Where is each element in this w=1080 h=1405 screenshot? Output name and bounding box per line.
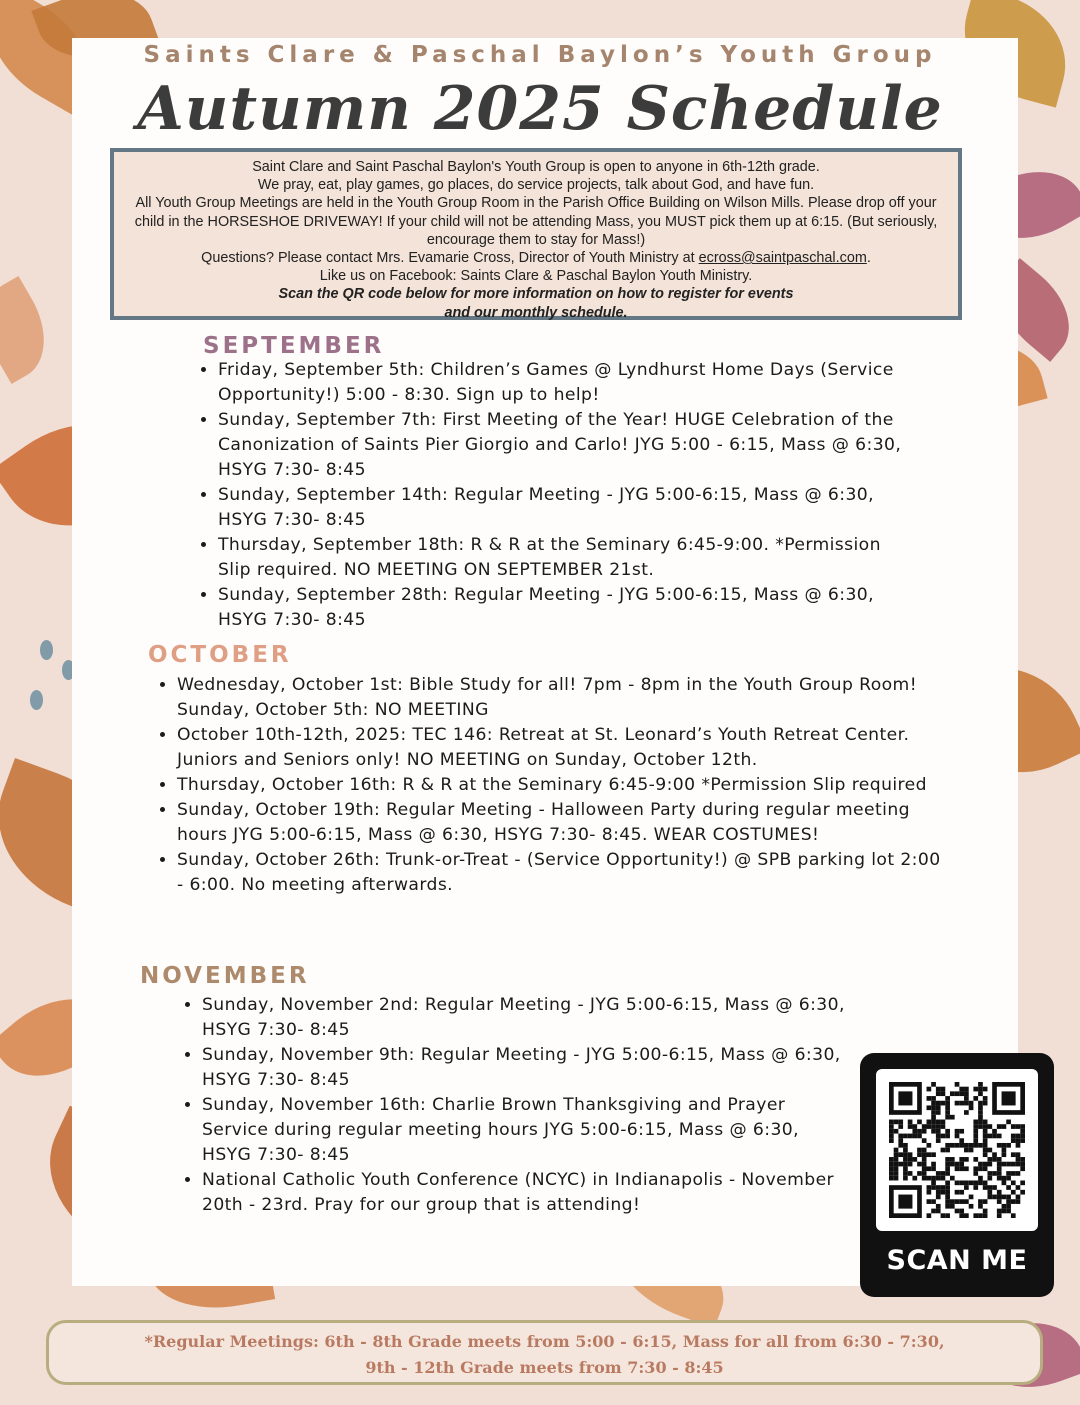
list-item: • Friday, September 5th: Children’s Games @ Lyndhurst Home Days (Service Opportunity!) 5:00 - 8:30. Sign up to help! xyxy=(218,358,918,408)
list-item: • Wednesday, October 1st: Bible Study for all! 7pm - 8pm in the Youth Group Room! Sunday, October 5th: NO MEETING xyxy=(177,673,952,723)
intro-line: Like us on Facebook: Saints Clare & Paschal Baylon Youth Ministry. xyxy=(319,268,753,285)
contact-suffix: . xyxy=(866,250,871,267)
qr-note: and our monthly schedule. xyxy=(444,304,628,321)
intro-line: All Youth Group Meetings are held in the Youth Group Room in the Parish Office Building on Wilson Mills. Please drop off your child in the HORSESHOE DRIVEWAY! If your child will not be attending Mass, you MUST pick them up at 6:15. (But seriously, encourage them to stay for Mass!) xyxy=(134,195,938,248)
footer-line: *Regular Meetings: 6th - 8th Grade meets from 5:00 - 6:15, Mass for all from 6:30 - 7:30, xyxy=(144,1332,945,1351)
qr-code-graphic xyxy=(889,1082,1025,1218)
month-heading-november: NOVEMBER xyxy=(140,963,310,989)
list-item: • Sunday, November 2nd: Regular Meeting - JYG 5:00-6:15, Mass @ 6:30, HSYG 7:30- 8:45 xyxy=(202,993,852,1043)
list-item: • National Catholic Youth Conference (NCYC) in Indianapolis - November 20th - 23rd. Pray for our group that is attending! xyxy=(202,1168,852,1218)
scan-me-label: SCAN ME xyxy=(886,1245,1028,1276)
email-link[interactable]: ecross@saintpaschal.com xyxy=(698,250,867,267)
list-item: • Sunday, November 16th: Charlie Brown Thanksgiving and Prayer Service during regular meeting hours JYG 5:00-6:15, Mass @ 6:30, HSYG 7:30- 8:45 xyxy=(202,1093,852,1168)
intro-line: We pray, eat, play games, go places, do service projects, talk about God, and have fun. xyxy=(257,177,815,194)
event-list-november xyxy=(180,993,852,1218)
contact-text: Questions? Please contact Mrs. Evamarie Cross, Director of Youth Ministry at xyxy=(201,250,699,267)
month-heading-september: SEPTEMBER xyxy=(203,333,385,359)
intro-box xyxy=(110,148,962,320)
list-item: • Sunday, September 14th: Regular Meeting - JYG 5:00-6:15, Mass @ 6:30, HSYG 7:30- 8:45 xyxy=(218,483,918,533)
footer-line: 9th - 12th Grade meets from 7:30 - 8:45 xyxy=(365,1358,724,1377)
list-item: • Thursday, September 18th: R & R at the Seminary 6:45-9:00. *Permission Slip required. NO MEETING ON SEPTEMBER 21st. xyxy=(218,533,918,583)
list-item: • Sunday, November 9th: Regular Meeting - JYG 5:00-6:15, Mass @ 6:30, HSYG 7:30- 8:45 xyxy=(202,1043,852,1093)
month-heading-october: OCTOBER xyxy=(148,642,292,668)
qr-code-icon[interactable] xyxy=(876,1069,1038,1231)
berry-icon xyxy=(30,690,43,710)
qr-card[interactable] xyxy=(860,1053,1054,1297)
event-list-september xyxy=(196,358,918,633)
intro-line: Saint Clare and Saint Paschal Baylon's Youth Group is open to anyone in 6th-12th grade. xyxy=(252,159,820,175)
event-list-october xyxy=(155,673,952,898)
intro-contact xyxy=(120,249,952,267)
leaf-icon xyxy=(0,276,63,384)
list-item: • Thursday, October 16th: R & R at the Seminary 6:45-9:00 *Permission Slip required xyxy=(177,773,952,798)
qr-note: Scan the QR code below for more information on how to register for events xyxy=(278,286,794,303)
list-item: • Sunday, October 26th: Trunk-or-Treat - (Service Opportunity!) @ SPB parking lot 2:00 - 6:00. No meeting afterwards. xyxy=(177,848,952,898)
page-title: Autumn 2025 Schedule xyxy=(137,74,943,144)
group-name: Saints Clare & Paschal Baylon’s Youth Group xyxy=(143,42,937,68)
list-item: • Sunday, September 7th: First Meeting of the Year! HUGE Celebration of the Canonization of Saints Pier Giorgio and Carlo! JYG 5:00 - 6:15, Mass @ 6:30, HSYG 7:30- 8:45 xyxy=(218,408,918,483)
list-item: • Sunday, October 19th: Regular Meeting - Halloween Party during regular meeting hours JYG 5:00-6:15, Mass @ 6:30, HSYG 7:30- 8:45. WEAR COSTUMES! xyxy=(177,798,952,848)
list-item: • Sunday, September 28th: Regular Meeting - JYG 5:00-6:15, Mass @ 6:30, HSYG 7:30- 8:45 xyxy=(218,583,918,633)
footer-note xyxy=(46,1320,1043,1385)
list-item: • October 10th-12th, 2025: TEC 146: Retreat at St. Leonard’s Youth Retreat Center. Juniors and Seniors only! NO MEETING on Sunday, October 12th. xyxy=(177,723,952,773)
berry-icon xyxy=(40,640,53,660)
